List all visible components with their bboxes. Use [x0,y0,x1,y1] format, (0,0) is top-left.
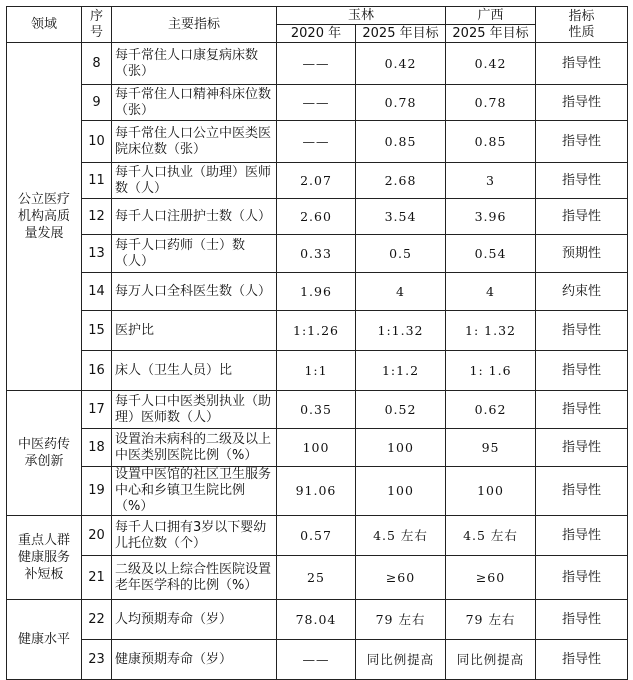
indicator-cell: 二级及以上综合性医院设置老年医学科的比例（%） [112,556,277,600]
table-row [7,199,628,235]
header-guangxi: 广西 [446,7,536,25]
nature-cell: 指导性 [536,311,628,351]
indicator-cell: 人均预期寿命（岁） [112,600,277,640]
indicator-cell: 床人（卫生人员）比 [112,351,277,391]
yulin-2020-cell: 1:1 [277,351,356,391]
table-row [7,121,628,163]
guangxi-2025-cell: 0.42 [446,43,536,85]
nature-cell: 指导性 [536,85,628,121]
indicator-cell: 每千常住人口公立中医类医院床位数（张） [112,121,277,163]
nature-cell: 指导性 [536,43,628,85]
nature-cell: 指导性 [536,429,628,467]
nature-cell: 约束性 [536,273,628,311]
yulin-2020-cell: 2.60 [277,199,356,235]
yulin-2020-cell: 100 [277,429,356,467]
nature-cell: 指导性 [536,516,628,556]
seq-cell: 17 [82,391,112,429]
table-row [7,351,628,391]
guangxi-2025-cell: 0.54 [446,235,536,273]
guangxi-2025-cell: 3 [446,163,536,199]
yulin-2020-cell: —— [277,85,356,121]
yulin-2025-cell: 100 [356,429,446,467]
indicator-cell: 每千人口中医类别执业（助理）医师数（人） [112,391,277,429]
table-row [7,273,628,311]
yulin-2025-cell: 4.5 左右 [356,516,446,556]
domain-cell: 中医药传承创新 [7,391,82,516]
table-row [7,163,628,199]
guangxi-2025-cell: 0.62 [446,391,536,429]
table-row [7,85,628,121]
nature-cell: 指导性 [536,121,628,163]
guangxi-2025-cell: 1: 1.6 [446,351,536,391]
seq-cell: 14 [82,273,112,311]
yulin-2025-cell: 0.5 [356,235,446,273]
seq-cell: 16 [82,351,112,391]
guangxi-2025-cell: 0.85 [446,121,536,163]
yulin-2025-cell: 1:1.2 [356,351,446,391]
table-row [7,640,628,680]
table-row [7,43,628,85]
seq-cell: 18 [82,429,112,467]
table-row [7,235,628,273]
header-2020: 2020 年 [277,25,356,43]
nature-cell: 指导性 [536,163,628,199]
yulin-2020-cell: 0.57 [277,516,356,556]
seq-cell: 15 [82,311,112,351]
yulin-2020-cell: —— [277,121,356,163]
guangxi-2025-cell: 100 [446,467,536,516]
domain-cell: 公立医疗机构高质量发展 [7,43,82,391]
guangxi-2025-cell: 4.5 左右 [446,516,536,556]
yulin-2025-cell: ≥60 [356,556,446,600]
yulin-2025-cell: 4 [356,273,446,311]
seq-cell: 21 [82,556,112,600]
guangxi-2025-cell: 1: 1.32 [446,311,536,351]
seq-cell: 13 [82,235,112,273]
indicator-cell: 每千常住人口精神科床位数（张） [112,85,277,121]
indicator-cell: 设置中医馆的社区卫生服务中心和乡镇卫生院比例（%） [112,467,277,516]
header-2025-target: 2025 年目标 [356,25,446,43]
seq-cell: 12 [82,199,112,235]
seq-cell: 23 [82,640,112,680]
yulin-2020-cell: —— [277,43,356,85]
domain-cell: 健康水平 [7,600,82,680]
nature-cell: 指导性 [536,600,628,640]
indicator-cell: 每千人口药师（士）数（人） [112,235,277,273]
guangxi-2025-cell: 95 [446,429,536,467]
yulin-2020-cell: —— [277,640,356,680]
indicator-cell: 每千人口注册护士数（人） [112,199,277,235]
seq-cell: 19 [82,467,112,516]
header-yulin: 玉林 [277,7,446,25]
indicator-cell: 设置治未病科的二级及以上中医类别医院比例（%） [112,429,277,467]
yulin-2025-cell: 0.78 [356,85,446,121]
indicator-cell: 每千人口执业（助理）医师数（人） [112,163,277,199]
yulin-2025-cell: 0.85 [356,121,446,163]
guangxi-2025-cell: 4 [446,273,536,311]
yulin-2025-cell: 1:1.32 [356,311,446,351]
yulin-2025-cell: 0.52 [356,391,446,429]
indicator-table [6,6,628,680]
indicator-cell: 医护比 [112,311,277,351]
guangxi-2025-cell: 79 左右 [446,600,536,640]
domain-cell: 重点人群健康服务补短板 [7,516,82,600]
nature-cell: 预期性 [536,235,628,273]
seq-cell: 10 [82,121,112,163]
yulin-2025-cell: 100 [356,467,446,516]
yulin-2020-cell: 2.07 [277,163,356,199]
nature-cell: 指导性 [536,351,628,391]
yulin-2020-cell: 1.96 [277,273,356,311]
yulin-2025-cell: 2.68 [356,163,446,199]
table-row [7,429,628,467]
indicator-cell: 健康预期寿命（岁） [112,640,277,680]
guangxi-2025-cell: 同比例提高 [446,640,536,680]
yulin-2020-cell: 91.06 [277,467,356,516]
table-row [7,516,628,556]
indicator-cell: 每千人口拥有3岁以下婴幼儿托位数（个） [112,516,277,556]
guangxi-2025-cell: 0.78 [446,85,536,121]
table-row [7,556,628,600]
nature-cell: 指导性 [536,391,628,429]
yulin-2020-cell: 78.04 [277,600,356,640]
seq-cell: 11 [82,163,112,199]
nature-cell: 指导性 [536,640,628,680]
table-row [7,467,628,516]
header-gx-2025-target: 2025 年目标 [446,25,536,43]
nature-cell: 指导性 [536,467,628,516]
header-nature: 指标性质 [536,7,628,43]
guangxi-2025-cell: ≥60 [446,556,536,600]
table-row [7,391,628,429]
header-domain: 领域 [7,7,82,43]
indicator-cell: 每千常住人口康复病床数（张） [112,43,277,85]
indicator-cell: 每万人口全科医生数（人） [112,273,277,311]
yulin-2025-cell: 79 左右 [356,600,446,640]
guangxi-2025-cell: 3.96 [446,199,536,235]
table-row [7,600,628,640]
yulin-2025-cell: 3.54 [356,199,446,235]
header-row-1 [7,7,628,25]
seq-cell: 9 [82,85,112,121]
yulin-2020-cell: 1:1.26 [277,311,356,351]
seq-cell: 8 [82,43,112,85]
yulin-2020-cell: 25 [277,556,356,600]
nature-cell: 指导性 [536,199,628,235]
seq-cell: 22 [82,600,112,640]
yulin-2020-cell: 0.35 [277,391,356,429]
yulin-2020-cell: 0.33 [277,235,356,273]
seq-cell: 20 [82,516,112,556]
table-body [7,43,628,680]
table-row [7,311,628,351]
header-seq: 序号 [82,7,112,43]
header-indicator: 主要指标 [112,7,277,43]
yulin-2025-cell: 0.42 [356,43,446,85]
yulin-2025-cell: 同比例提高 [356,640,446,680]
nature-cell: 指导性 [536,556,628,600]
